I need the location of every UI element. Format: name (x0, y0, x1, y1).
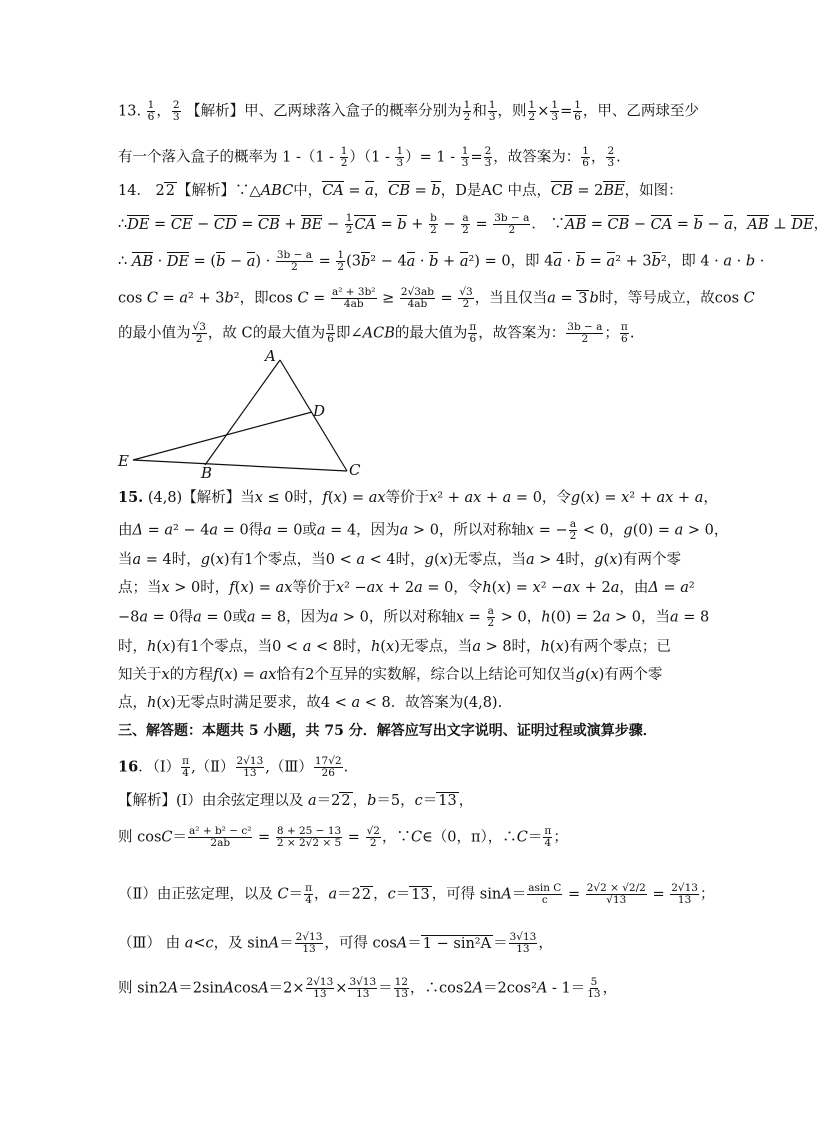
q16-line6: 则 sin2A＝2sinAcosA＝2× $\frac{2√13}{13}$ × $\frac{3√13}{13}$ ＝ $\frac{12}{13}$ ，∴cos2A＝2cos²A - 1＝ $\frac{5}{13}$ ， (118, 976, 618, 1000)
q16-line2: 【解析】(Ⅰ）由余弦定理以及 a＝22 ，b＝5，c＝13 ， (118, 793, 474, 809)
segment-ec (133, 460, 347, 471)
q13-line1: 13. $\frac{1}{6}$ ， $\frac{2}{3}$ 【解析】甲、乙两球落入盒子的概率分别为 $\frac{1}{2}$ 和 $\frac{1}{3}$ ，则 $\frac{1}{2}$ × $\frac{1}{3}$ = $\frac{1}{6}$ ，甲、乙两球至少 (118, 99, 699, 123)
label-a: A (265, 347, 276, 365)
q15-line7: 知关于x的方程f(x) = ax恰有2个互异的实数解，综合以上结论可知仅当g(x)有两个零 (118, 667, 663, 683)
q15-line3: 当a = 4时，g(x)有1个零点，当0 < a < 4时，g(x)无零点，当a > 4时，g(x)有两个零 (118, 552, 682, 568)
triangle-figure (115, 345, 375, 480)
label-e: E (118, 452, 129, 470)
q16-line3: 则 cosC＝ $\frac{\text{a² + b² − c²}}{2ab}$ = $\frac{8 + 25 - 13}{2 \times 2√2 \times 5}$ = $\frac{√2}{2}$ ，∵C∈（0，π），∴C＝ $\frac{\pi}{4}$ ； (118, 825, 568, 849)
q14-line1: 14． 22 【解析】∵△ABC中，CA = a，CB = b，D是AC 中点，CB = 2BE，如图： (118, 180, 683, 202)
q15-line1: 15. (4,8)【解析】当x ≤ 0时，f(x) = ax等价于x² + ax + a = 0，令g(x) = x² + ax + a， (118, 489, 718, 506)
q15-line8: 点，h(x)无零点时满足要求，故4 < a < 8．故答案为(4,8). (118, 695, 503, 711)
q13-line2: 有一个落入盒子的概率为 1 -（1 - $\frac{1}{2}$ ）（1 - $\frac{1}{3}$ ）= 1 - $\frac{1}{3}$ = $\frac{2}{3}$ ，故答案为： $\frac{1}{6}$ ， $\frac{2}{3}$ . (118, 145, 621, 169)
label-b: B (201, 464, 213, 482)
section-3-heading: 三、解答题：本题共 5 小题，共 75 分．解答应写出文字说明、证明过程或演算步骤． (118, 723, 657, 739)
segment-ab (205, 360, 280, 465)
q15-line6: 时，h(x)有1个零点，当0 < a < 8时，h(x)无零点，当a > 8时，h(x)有两个零点；已 (118, 639, 671, 655)
q16-line1: 16．（Ⅰ） $\frac{\pi}{4}$ ,（Ⅱ） $\frac{2√13}{13}$ ,（Ⅲ） $\frac{17√2}{26}$ . (118, 755, 349, 779)
q14-line4: cos C = a² + 3b²，即cos C = $\frac{\text{a² + 3b²}}{4ab}$ ≥ $\frac{2√3ab}{4ab}$ = $\frac{√3}{2}$ ，当且仅当a = 3 b时，等号成立，故cos C (118, 286, 755, 310)
q16-line5: （Ⅲ） 由 a<c，及 sinA＝ $\frac{2√13}{13}$ ，可得 cosA＝1 − sin²A ＝ $\frac{3√13}{13}$ ， (118, 931, 553, 955)
label-d: D (313, 402, 326, 420)
q15-line4: 点；当x > 0时，f(x) = ax等价于x² −ax + 2a = 0，令h(x) = x² −ax + 2a，由Δ = a² (118, 580, 695, 596)
q14-line5: 的最小值为 $\frac{√3}{2}$ ，故 C的最大值为 $\frac{\pi}{6}$ 即∠ACB的最大值为 $\frac{\pi}{6}$ ，故答案为： $\frac{3b - a}{2}$ ； $\frac{\pi}{6}$ . (118, 321, 635, 345)
q15-line2: 由Δ = a² − 4a = 0得a = 0或a = 4，因为a > 0，所以对称轴x = − $\frac{a}{2}$ < 0，g(0) = a > 0， (118, 518, 729, 542)
segment-ed (133, 412, 312, 460)
q15-line5: −8a = 0得a = 0或a = 8，因为a > 0，所以对称轴x = $\frac{a}{2}$ > 0，h(0) = 2a > 0，当a = 8 (118, 605, 710, 629)
q16-line4: （Ⅱ）由正弦定理，以及 C＝ $\frac{\pi}{4}$ ，a＝22 ，c＝13 ，可得 sinA＝ $\frac{\text{asin C}}{c}$ = $\frac{2√2 \times √2/2}{√13}$ = $\frac{2√13}{13}$ ； (118, 882, 715, 906)
label-c: C (349, 461, 361, 479)
q14-line2: ∴DE = CE − CD = CB + BE − $\frac{1}{2}$ CA = b + $\frac{b}{2}$ − $\frac{a}{2}$ = $\frac{3b - a}{2}$ ． ∵AB = CB − CA = b − a，AB ⊥ DE， (118, 212, 828, 236)
q14-line3: ∴ AB · DE = (b − a) · $\frac{3b - a}{2}$ = $\frac{1}{2}$ (3b² − 4a · b + a²) = 0，即 4a · b = a² + 3b²，即 4 · a · b · (118, 249, 765, 273)
